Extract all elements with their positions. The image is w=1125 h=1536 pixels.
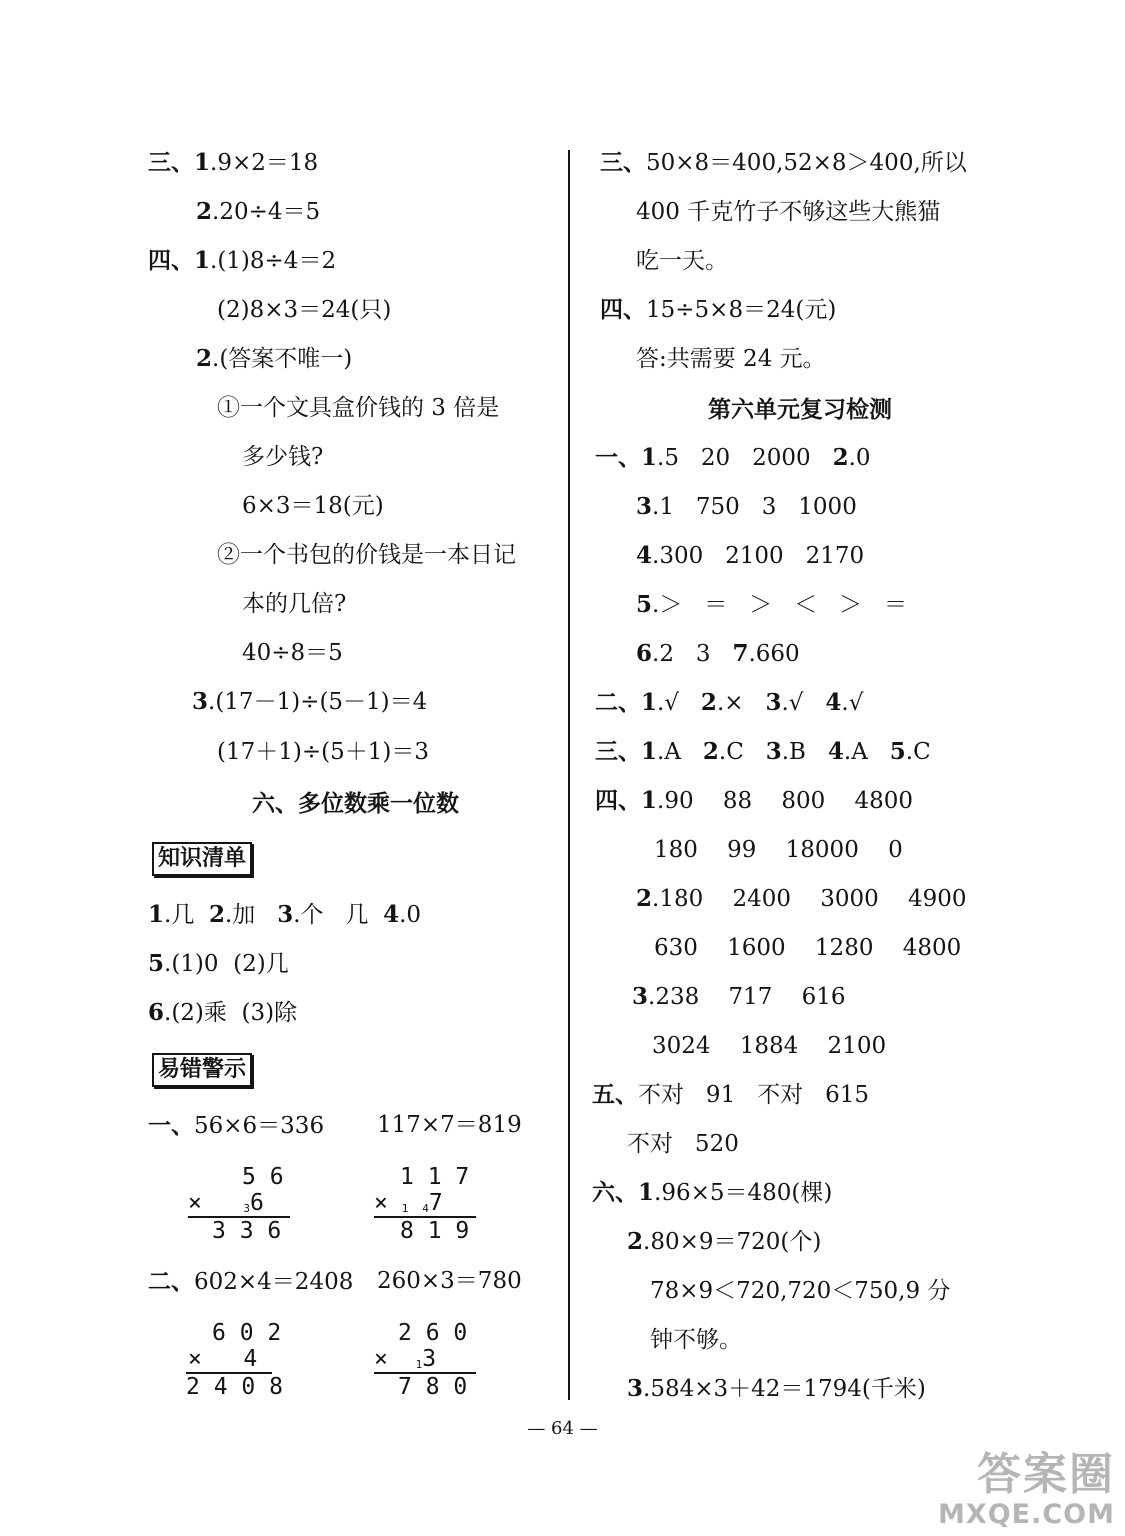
knowledge-line-3: 6.(2)乘 (3)除 [148, 999, 298, 1026]
left-line-2: 2.20÷4＝5 [196, 198, 321, 225]
review-line-5: 6.2 3 7.660 [636, 640, 800, 667]
review-line-17: 2.80×9＝720(个) [627, 1228, 822, 1255]
review-line-11: 630 1600 1280 4800 [654, 935, 962, 961]
vertical-calc-1b-result: 8 1 9 [400, 1218, 470, 1244]
review-line-8: 四、1.90 88 800 4800 [595, 787, 914, 814]
vertical-calc-2b-result: 7 8 0 [398, 1374, 468, 1400]
review-line-3: 4.300 2100 2170 [636, 542, 865, 569]
left-line-11: 40÷8＝5 [242, 640, 343, 666]
knowledge-line-2: 5.(1)0 (2)几 [148, 950, 289, 977]
left-line-10: 本的几倍? [242, 591, 347, 617]
review-line-19: 钟不够。 [650, 1327, 742, 1353]
right-line-3: 吃一天。 [636, 248, 728, 274]
page-number: — 64 — [527, 1418, 598, 1439]
left-line-12: 3.(17－1)÷(5－1)＝4 [192, 688, 428, 715]
review-line-13: 3024 1884 2100 [652, 1033, 887, 1059]
review-line-2: 3.1 750 3 1000 [636, 493, 857, 520]
error-line-2b: 260×3＝780 [377, 1268, 522, 1294]
section-title-right: 第六单元复习检测 [708, 396, 892, 423]
vertical-calc-2a-multiplier: × 4 [188, 1346, 258, 1372]
left-line-13: (17＋1)÷(5＋1)＝3 [217, 739, 429, 765]
watermark-text: 答案圈 [977, 1449, 1115, 1500]
knowledge-list-label: 知识清单 [152, 842, 252, 876]
review-line-7: 三、1.A 2.C 3.B 4.A 5.C [595, 738, 931, 765]
review-line-9: 180 99 18000 0 [654, 837, 903, 863]
left-line-4: (2)8×3＝24(只) [217, 297, 392, 323]
right-line-1: 三、50×8＝400,52×8＞400,所以 [600, 149, 967, 176]
left-line-5: 2.(答案不唯一) [196, 345, 353, 372]
left-line-6: ①一个文具盒价钱的 3 倍是 [217, 395, 500, 421]
vertical-calc-1a-result: 3 3 6 [212, 1218, 282, 1244]
common-mistakes-label: 易错警示 [152, 1053, 252, 1087]
watermark-logo [938, 1449, 1115, 1530]
error-line-1: 一、56×6＝336 [148, 1112, 325, 1139]
section-title-left: 六、多位数乘一位数 [252, 790, 459, 817]
review-line-16: 六、1.96×5＝480(棵) [592, 1179, 833, 1206]
review-line-14: 五、不对 91 不对 615 [592, 1081, 869, 1108]
vertical-calc-2b-top: 2 6 0 [398, 1320, 468, 1346]
vertical-calc-1a-multiplier: × 36 [188, 1190, 264, 1216]
error-line-1b: 117×7＝819 [377, 1112, 522, 1138]
column-divider [568, 150, 570, 1400]
review-line-15: 不对 520 [627, 1131, 739, 1157]
left-line-9: ②一个书包的价钱是一本日记 [217, 542, 516, 568]
left-line-8: 6×3＝18(元) [242, 493, 384, 519]
vertical-calc-2b-multiplier: × 13 [374, 1346, 437, 1372]
left-line-7: 多少钱? [242, 444, 324, 470]
review-line-1: 一、1.5 20 2000 2.0 [595, 444, 871, 471]
left-line-3: 四、1.(1)8÷4＝2 [148, 247, 337, 274]
vertical-calc-2a-top: 6 0 2 [212, 1320, 282, 1346]
review-line-10: 2.180 2400 3000 4900 [636, 885, 967, 912]
right-line-2: 400 千克竹子不够这些大熊猫 [636, 199, 941, 225]
review-line-20: 3.584×3＋42＝1794(千米) [627, 1375, 926, 1402]
review-line-6: 二、1.√ 2.× 3.√ 4.√ [595, 689, 864, 716]
review-line-18: 78×9＜720,720＜750,9 分 [650, 1278, 951, 1304]
watermark-url: MXQE.COM [938, 1499, 1115, 1530]
review-line-4: 5.＞ ＝ ＞ ＜ ＞ ＝ [636, 591, 907, 618]
left-line-1: 三、1.9×2＝18 [148, 149, 319, 176]
knowledge-line-1: 1.几 2.加 3.个 几 4.0 [148, 901, 422, 928]
vertical-calc-1b-multiplier: × 1 47 [374, 1190, 443, 1216]
vertical-calc-2a-result: 2 4 0 8 [186, 1374, 283, 1400]
vertical-calc-1a-top: 5 6 [242, 1164, 284, 1190]
review-line-12: 3.238 717 616 [632, 983, 846, 1010]
right-line-5: 答:共需要 24 元。 [636, 346, 826, 372]
right-line-4: 四、15÷5×8＝24(元) [600, 296, 837, 323]
vertical-calc-1b-top: 1 1 7 [400, 1164, 470, 1190]
error-line-2: 二、602×4＝2408 [148, 1268, 354, 1295]
